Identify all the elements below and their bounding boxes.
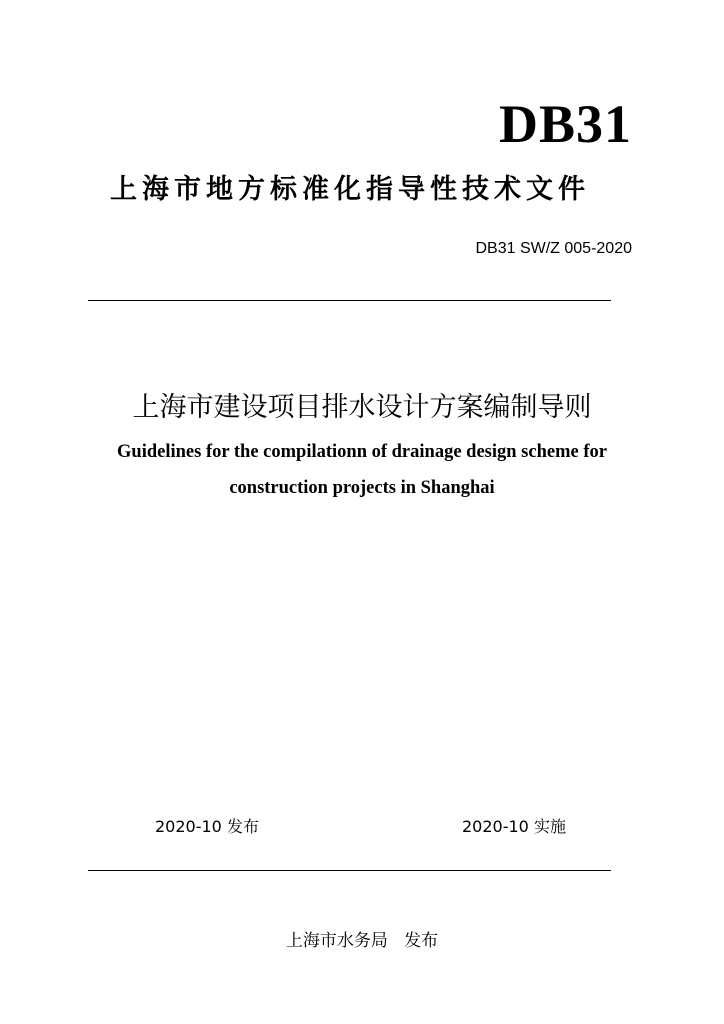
- document-type-heading: 上海市地方标准化指导性技术文件: [110, 174, 590, 205]
- title-chinese: 上海市建设项目排水设计方案编制导则: [132, 392, 592, 423]
- title-english: Guidelines for the compilationn of drainage design scheme for construction projects in Shanghai: [117, 442, 607, 498]
- issuer: 上海市水务局 发布: [285, 931, 439, 951]
- bottom-divider: [88, 870, 611, 871]
- release-date: 2020-10 发布: [155, 817, 259, 836]
- standard-number: DB31 SW/Z 005-2020: [475, 240, 632, 257]
- standard-code: DB31: [498, 94, 632, 154]
- top-divider: [88, 300, 611, 301]
- implementation-date: 2020-10 实施: [462, 817, 566, 836]
